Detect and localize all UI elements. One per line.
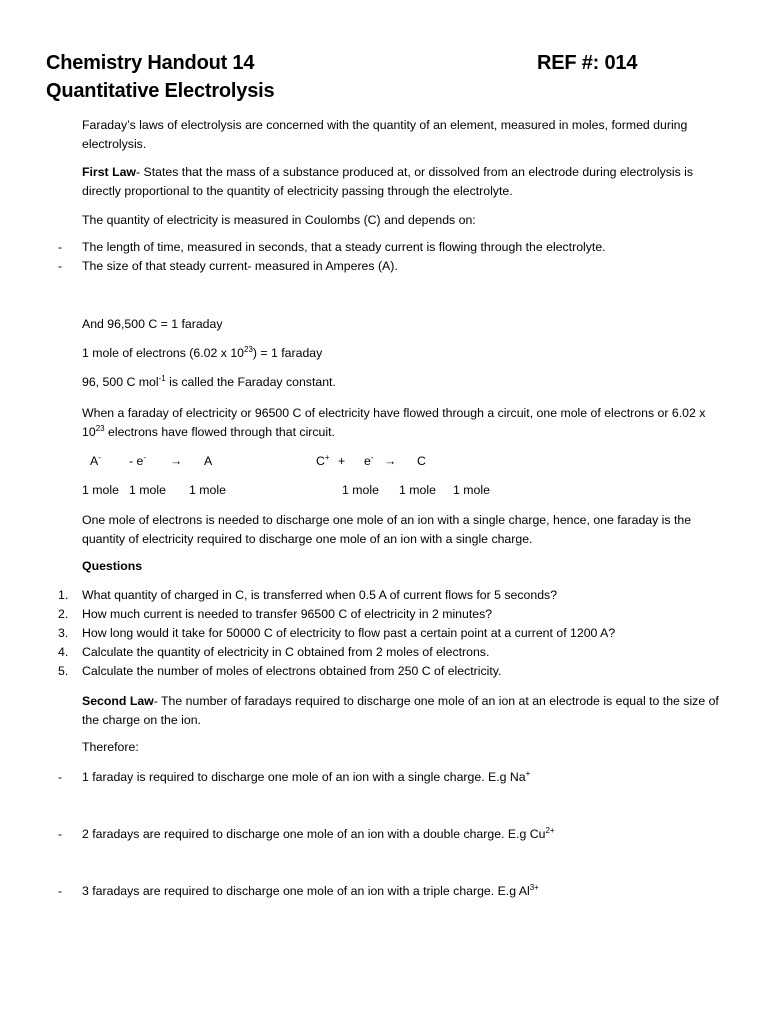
second-law-paragraph xyxy=(82,692,722,730)
mole-electrons-text-end: ) = 1 faraday xyxy=(252,346,323,360)
faraday-constant-text: 96, 500 C mol xyxy=(82,375,159,389)
first-law-text: - States that the mass of a substance produced at, or dissolved from an electrode during electrolysis is directly proportional to the quantity of electricity passing through the electrolyte. xyxy=(82,165,694,198)
eq1-anion-charge: - xyxy=(98,453,101,462)
charge-item-triple xyxy=(82,884,539,898)
eq1-mole: 1 mole xyxy=(129,483,166,497)
eq2-cation xyxy=(316,454,330,468)
eq2-cation-symbol: C xyxy=(316,454,325,468)
bullet-dash: - xyxy=(58,827,63,841)
ion-charge: + xyxy=(525,769,531,778)
flowed-text: When a faraday of electricity or 96500 C of electricity have flowed through a circuit, one mole of electrons or 6.02 x 10 xyxy=(82,406,706,439)
question-number: 1. xyxy=(58,588,69,602)
eq2-mole: 1 mole xyxy=(342,483,379,497)
eq2-mole: 1 mole xyxy=(453,483,490,497)
eq1-mole: 1 mole xyxy=(82,483,119,497)
handout-title: Chemistry Handout 14 xyxy=(46,52,255,74)
intro-paragraph: Faraday’s laws of electrolysis are concerned with the quantity of an element, measured in moles, formed during electrolysis. xyxy=(82,118,688,151)
flowed-paragraph xyxy=(82,404,722,442)
arrow-icon: → xyxy=(384,454,397,468)
question-item: What quantity of charged in C, is transferred when 0.5 A of current flows for 5 seconds? xyxy=(82,588,558,602)
eq2-mole: 1 mole xyxy=(399,483,436,497)
bullet-dash: - xyxy=(58,259,63,273)
flowed-text-end: electrons have flowed through that circuit. xyxy=(104,425,335,439)
quantity-intro: The quantity of electricity is measured in Coulombs (C) and depends on: xyxy=(82,213,476,227)
eq2-cation-charge: + xyxy=(324,453,330,462)
eq2-product: C xyxy=(417,454,426,468)
question-number: 4. xyxy=(58,645,69,659)
eq1-mole: 1 mole xyxy=(189,483,226,497)
eq1-product: A xyxy=(204,454,213,468)
question-number: 2. xyxy=(58,607,69,621)
faraday-constant-line xyxy=(82,375,336,389)
eq1-electron-charge: - xyxy=(143,453,147,462)
charge-text: 1 faraday is required to discharge one mole of an ion with a single charge. E.g Na xyxy=(82,770,526,784)
faraday-constant-text-end: is called the Faraday constant. xyxy=(165,375,336,389)
question-item: How much current is needed to transfer 96500 C of electricity in 2 minutes? xyxy=(82,607,493,621)
eq1-electron-symbol: - e xyxy=(129,454,144,468)
questions-heading: Questions xyxy=(82,559,143,573)
exponent: 23 xyxy=(244,345,253,354)
handout-subtitle: Quantitative Electrolysis xyxy=(46,80,275,102)
ion-charge: 2+ xyxy=(545,826,555,835)
question-item: How long would it take for 50000 C of electricity to flow past a certain point at a current of 1200 A? xyxy=(82,626,616,640)
depends-item-current: The size of that steady current- measured in Amperes (A). xyxy=(82,259,398,273)
exponent: 23 xyxy=(95,424,105,433)
therefore-label: Therefore: xyxy=(82,740,139,754)
eq2-electron-charge: - xyxy=(370,453,374,462)
ion-charge: 3+ xyxy=(529,883,539,892)
charge-text: 2 faradays are required to discharge one mole of an ion with a double charge. E.g Cu xyxy=(82,827,546,841)
second-law-label: Second Law xyxy=(82,694,154,708)
question-number: 3. xyxy=(58,626,69,640)
first-law-paragraph xyxy=(82,163,722,201)
charge-item-single xyxy=(82,770,530,784)
mole-electrons-line xyxy=(82,346,322,360)
eq1-anion xyxy=(90,454,101,468)
bullet-dash: - xyxy=(58,770,63,784)
eq2-plus: + xyxy=(338,454,346,468)
one-mole-paragraph: One mole of electrons is needed to discharge one mole of an ion with a single charge, hence, one faraday is the quantity of electricity required to discharge one mole of an ion with a single charge. xyxy=(82,513,692,546)
first-law-label: First Law xyxy=(82,165,136,179)
arrow-icon: → xyxy=(170,454,183,468)
mole-electrons-text: 1 mole of electrons (6.02 x 10 xyxy=(82,346,244,360)
charge-item-double xyxy=(82,827,555,841)
eq1-electron xyxy=(129,454,146,468)
bullet-dash: - xyxy=(58,240,63,254)
depends-item-time: The length of time, measured in seconds, that a steady current is flowing through the electrolyte. xyxy=(82,240,606,254)
eq2-electron xyxy=(364,454,374,468)
question-item: Calculate the quantity of electricity in C obtained from 2 moles of electrons. xyxy=(82,645,490,659)
question-item: Calculate the number of moles of electrons obtained from 250 C of electricity. xyxy=(82,664,502,678)
bullet-dash: - xyxy=(58,884,63,898)
faraday-equation: And 96,500 C = 1 faraday xyxy=(82,317,223,331)
ref-number: REF #: 014 xyxy=(537,52,638,74)
charge-text: 3 faradays are required to discharge one mole of an ion with a triple charge. E.g Al xyxy=(82,884,530,898)
eq1-anion-symbol: A xyxy=(90,454,99,468)
eq2-electron-symbol: e xyxy=(364,454,371,468)
exponent: -1 xyxy=(158,374,166,383)
second-law-text: - The number of faradays required to discharge one mole of an ion at an electrode is equal to the size of the charge on the ion. xyxy=(82,694,719,727)
question-number: 5. xyxy=(58,664,69,678)
